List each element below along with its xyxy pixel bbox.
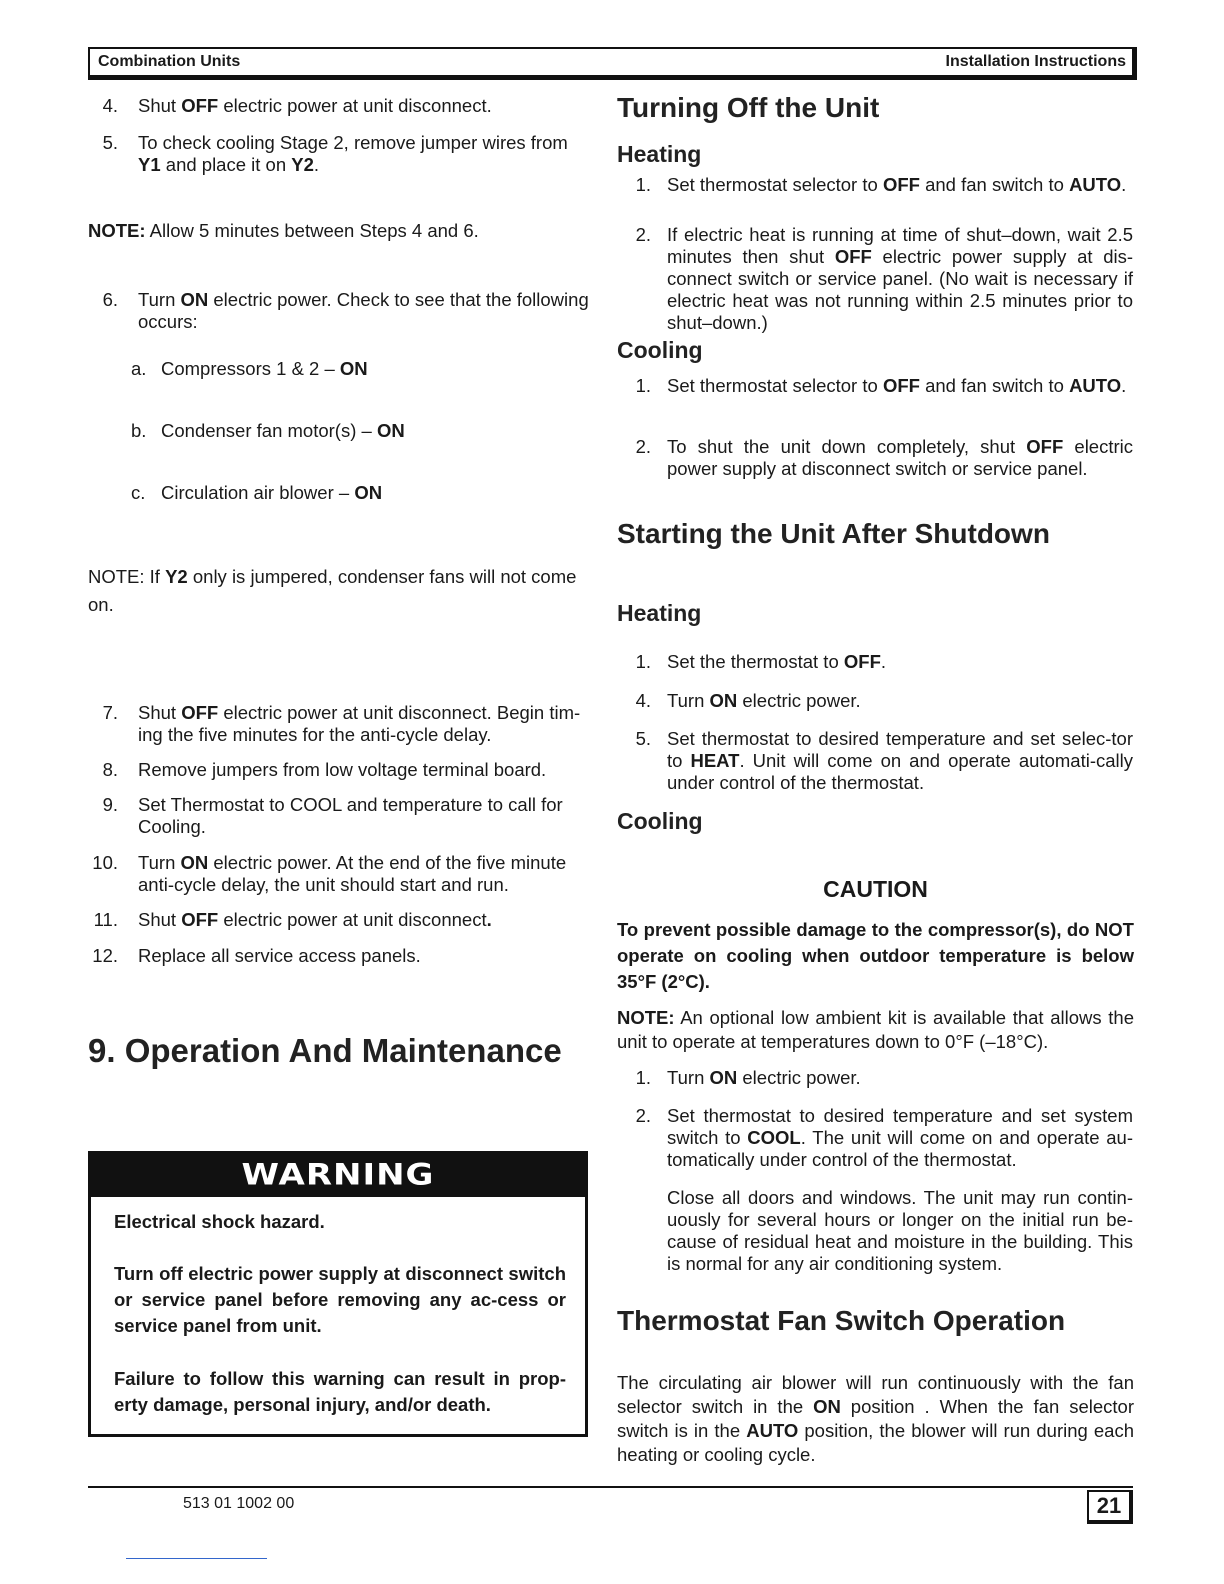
warning-box xyxy=(88,1151,588,1437)
warning-header xyxy=(91,1154,585,1197)
divider xyxy=(126,1558,267,1559)
page-header xyxy=(88,47,1137,80)
warning-text: Turn off electric power supply at disconnect switch or service panel before removing any ac-cess or service panel from unit. xyxy=(114,1263,566,1336)
warning-text: Failure to follow this warning can result in prop-erty damage, personal injury, and/or death. xyxy=(114,1368,566,1415)
warning-title: WARNING xyxy=(241,1158,435,1193)
note-paragraph: NOTE: An optional low ambient kit is available that allows the unit to operate at temperatures down to 0°F (–18°C). xyxy=(617,1007,1134,1052)
page-number: 21 xyxy=(1087,1490,1133,1524)
section-title: 9. Operation And Maintenance xyxy=(88,1032,562,1069)
subsection-heading: Cooling xyxy=(617,337,703,363)
section-heading: Starting the Unit After Shutdown xyxy=(617,518,1050,549)
warning-text: Electrical shock hazard. xyxy=(114,1211,325,1232)
body-paragraph: The circulating air blower will run continuously with the fan selector switch in the ON position . When the fan selector switch is in the AUTO position, the blower will run during each heating or cooling cycle. xyxy=(617,1372,1135,1465)
subsection-heading: Cooling xyxy=(617,808,703,834)
footer-rule xyxy=(88,1486,1133,1488)
body-paragraph: Close all doors and windows. The unit may run contin-uously for several hours or longer on the initial run be-cause of residual heat and moisture in the building. This is normal for any air conditioning system. xyxy=(667,1187,1133,1274)
subsection-heading: Heating xyxy=(617,141,702,167)
header-left: Combination Units xyxy=(98,53,241,70)
note-paragraph: NOTE: Allow 5 minutes between Steps 4 and 6. xyxy=(88,220,479,241)
header-right: Installation Instructions xyxy=(945,53,1126,70)
document-number: 513 01 1002 00 xyxy=(183,1495,295,1512)
caution-text: To prevent possible damage to the compressor(s), do NOT operate on cooling when outdoor temperature is below 35°F (2°C). xyxy=(617,919,1134,992)
note-paragraph: NOTE: If Y2 only is jumpered, condenser fans will not come on. xyxy=(88,566,577,615)
subsection-heading: Heating xyxy=(617,600,702,626)
section-heading: Thermostat Fan Switch Operation xyxy=(617,1305,1066,1336)
caution-title: CAUTION xyxy=(823,876,928,902)
section-heading: Turning Off the Unit xyxy=(617,92,880,123)
